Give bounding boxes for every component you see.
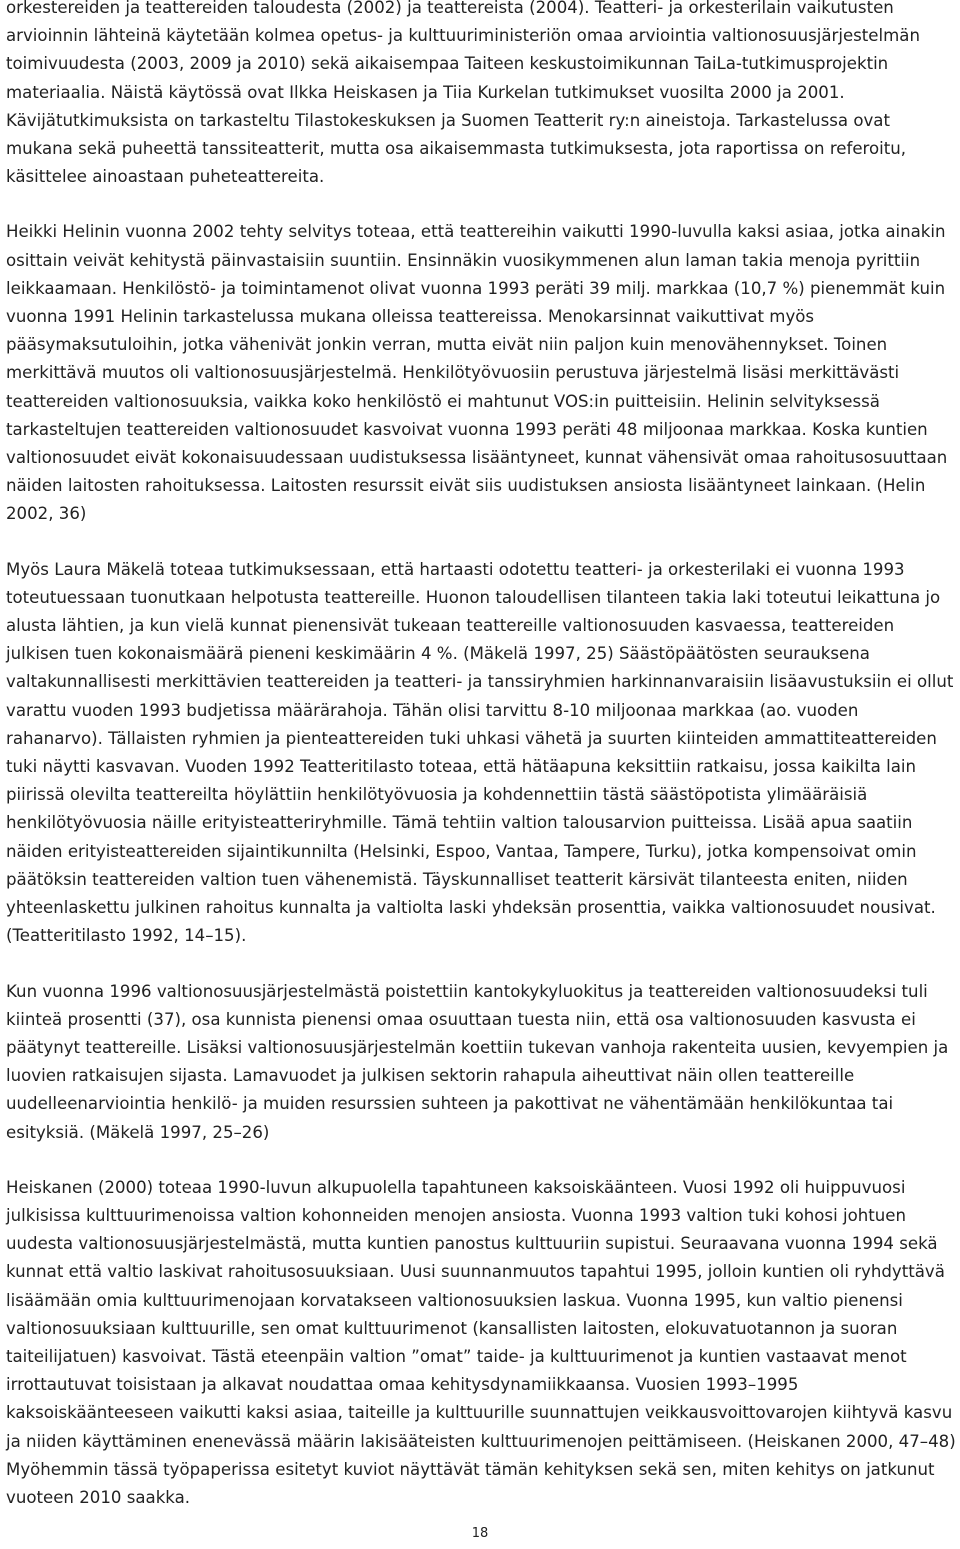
paragraph-2: Heikki Helinin vuonna 2002 tehty selvitys toteaa, että teattereihin vaikutti 1990-luvulla kaksi asiaa, jotka ainakin osittain veivät kehitystä päinvastaisiin suuntiin. Ensinnäkin vuosikymmenen alun laman takia menoja pyrittiin leikkaamaan. Henkilöstö- ja toimintamenot olivat vuonna 1993 peräti 39 milj. markkaa (10,7 %) pienemmät kuin vuonna 1991 Helinin tarkastelussa mukana olleissa teattereissa. Menokarsinnat vaikuttivat myös pääsymaksutuloihin, jotka vähenivät jonkin verran, mutta eivät niin paljon kuin menovähennykset. Toinen merkittävä muutos oli valtionosuusjärjestelmä. Henkilötyövuosiin perustuva järjestelmä lisäsi merkittävästi teattereiden valtionosuuksia, vaikka koko henkilöstö ei mahtunut VOS:in puitteisiin. Helinin selvityksessä tarkasteltujen teattereiden valtionosuudet kasvoivat vuonna 1993 peräti 48 miljoonaa markkaa. Koska kuntien valtionosuudet eivät kokonaisuudessaan uudistuksessa lisääntyneet, kunnat vähensivät omaa rahoitusosuuttaan näiden laitosten rahoituksessa. Laitosten resurssit eivät siis uudistuksen ansiosta lisääntyneet lainkaan. (Helin 2002, 36)	[6, 222, 948, 524]
paragraph-gap	[6, 529, 956, 556]
paragraph-5: Heiskanen (2000) toteaa 1990-luvun alkupuolella tapahtuneen kaksoiskäänteen. Vuosi 1992 oli huippuvuosi julkisissa kulttuurimenoissa valtion kohonneiden menojen ansiosta. Vuonna 1993 valtion tuki kohosi johtuen uudesta valtionosuusjärjestelmästä, mutta kuntien panostus kulttuuriin supistui. Seuraavana vuonna 1994 sekä kunnat että valtio laskivat rahoitusosuuksiaan. Uusi suunnanmuutos tapahtui 1995, jolloin kuntien oli ryhdyttävä lisäämään omia kulttuurimenojaan korvatakseen valtionosuuksien laskua. Vuonna 1995, kun valtio pienensi valtionosuuksiaan kulttuurille, sen omat kulttuurimenot (kansallisten laitosten, elokuvatuotannon ja suoran taiteilijatuen) kasvoivat. Tästä eteenpäin valtion ”omat” taide- ja kulttuurimenot ja kuntien vastaavat menot irrottautuvat toisistaan ja alkavat noudattaa omaa kehitysdynamiikkaansa. Vuosien 1993–1995 kaksoiskäänteeseen vaikutti kaksi asiaa, taiteille ja kulttuurille suunnattujen veikkausvoittovarojen kiihtyvä kasvu ja niiden käyttäminen enenevässä määrin lakisääteisten kulttuurimenojen peittämiseen. (Heiskanen 2000, 47–48) Myöhemmin tässä työpaperissa esitetyt kuviot näyttävät tämän kehityksen sekä sen, miten kehitys on jatkunut vuoteen 2010 saakka.	[6, 1177, 956, 1507]
page-number: 18	[471, 1526, 489, 1541]
paragraph-gap	[6, 951, 956, 978]
paragraph-gap	[6, 191, 956, 218]
document-body	[6, 0, 956, 1512]
paragraph-1: orkestereiden ja teattereiden taloudesta (2002) ja teattereista (2004). Teatteri- ja orkesterilain vaikutusten arvioinnin lähteinä käytetään kolmea opetus- ja kulttuuriministeriön omaa arviointia valtionosuusjärjestelmän toimivuudesta (2003, 2009 ja 2010) sekä aikaisempaa Taiteen keskustoimikunnan TaiLa-tutkimusprojektin materiaalia. Näistä käytössä ovat Ilkka Heiskasen ja Tiia Kurkelan tutkimukset vuosilta 2000 ja 2001. Kävijätutkimuksista on tarkasteltu Tilastokeskuksen ja Suomen Teatterit ry:n aineistoja. Tarkastelussa ovat mukana sekä puheettä tanssiteatterit, mutta osa aikaisemmasta tutkimuksesta, jota raportissa on referoitu, käsittelee ainoastaan puheteattereita.	[6, 0, 920, 187]
paragraph-gap	[6, 1147, 956, 1174]
paragraph-3: Myös Laura Mäkelä toteaa tutkimuksessaan, että hartaasti odotettu teatteri- ja orkesterilaki ei vuonna 1993 toteutuessaan tuonutkaan helpotusta teattereille. Huonon taloudellisen tilanteen takia laki toteutui leikattuna jo alusta lähtien, ja kun vielä kunnat pienensivät tukeaan teattereille valtionosuuden kasvaessa, teattereiden julkisen tuen kokonaismäärä pieneni keskimäärin 4 %. (Mäkelä 1997, 25) Säästöpäätösten seurauksena valtakunnallisesti merkittävien teattereiden ja teatteri- ja tanssiryhmien harkinnanvaraisiin lisäavustuksiin ei ollut varattu vuoden 1993 budjetissa määrärahoja. Tähän olisi tarvittu 8-10 miljoonaa markkaa (ao. vuoden rahanarvo). Tällaisten ryhmien ja pienteattereiden tuki uhkasi vähetä ja suurten kiinteiden ammattiteattereiden tuki näytti kasvavan. Vuoden 1992 Teatteritilasto toteaa, että hätäapuna keksittiin ratkaisu, jossa kaikilta lain piirissä olevilta teattereilta höylättiin henkilötyövuosia ja kohdennettiin tästä säästöpotista ylimääräisiä henkilötyövuosia näille erityisteatteriryhmille. Tämä tehtiin valtion talousarvion puitteissa. Lisää apua saatiin näiden erityisteattereiden sijaintikunnilta (Helsinki, Espoo, Vantaa, Tampere, Turku), jotka kompensoivat omin päätöksin teattereiden valtion tuen vähenemistä. Täyskunnalliset teatterit kärsivät tilanteesta eniten, niiden yhteenlaskettu julkinen rahoitus kunnalta ja valtiolta laski yhdeksän prosenttia, vaikka valtionosuudet nousivat. (Teatteritilasto 1992, 14–15).	[6, 559, 954, 946]
paragraph-4: Kun vuonna 1996 valtionosuusjärjestelmästä poistettiin kantokykyluokitus ja teattereiden valtionosuudeksi tuli kiinteä prosentti (37), osa kunnista pienensi omaa osuuttaan tuesta niin, että osa valtionosuuden kasvusta ei päätynyt teattereille. Lisäksi valtionosuusjärjestelmän koettiin tukevan vanhoja rakenteita uusien, kevyempien ja luovien ratkaisujen sijasta. Lamavuodet ja julkisen sektorin rahapula aiheuttivat näin ollen teattereille uudelleenarviointia henkilö- ja muiden resurssien suhteen ja pakottivat ne vähentämään henkilökuntaa tai esityksiä. (Mäkelä 1997, 25–26)	[6, 981, 949, 1142]
